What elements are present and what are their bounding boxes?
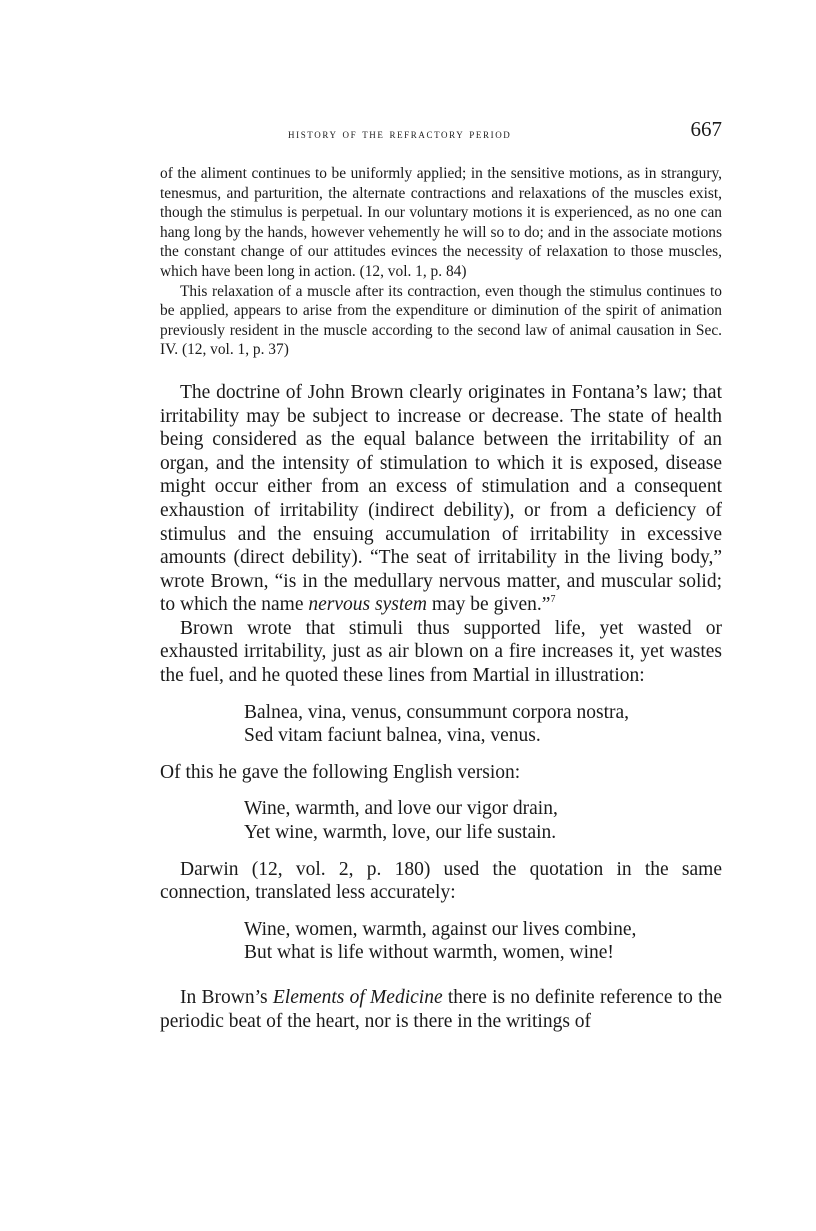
body-text-run: In Brown’s — [180, 987, 273, 1008]
body-paragraph: Darwin (12, vol. 2, p. 180) used the quotation in the same connection, translated less accurately: — [160, 858, 722, 904]
verse-block — [244, 918, 722, 965]
verse-block — [244, 797, 722, 844]
verse-block — [244, 701, 722, 748]
verse-line: Wine, warmth, and love our vigor drain, — [244, 798, 558, 820]
quote-paragraph: This relaxation of a muscle after its contraction, even though the stimulus continues to be applied, appears to arise from the expenditure or diminution of the spirit of animation previously resident in the muscle according to the second law of animal causation in Sec. IV. (12, vol. 1, p. 37) — [160, 282, 722, 359]
page — [160, 117, 722, 1033]
body-paragraph — [160, 381, 722, 617]
body-text — [160, 381, 722, 1033]
running-head — [160, 117, 722, 150]
verse-line: But what is life without warmth, women, wine! — [244, 942, 614, 964]
footnote-reference: 7 — [550, 594, 556, 606]
verse-line: Sed vitam faciunt balnea, vina, venus. — [244, 725, 541, 747]
body-text-run: there is no definite reference to the periodic beat of the heart, nor is there in the writings of — [160, 987, 722, 1032]
quote-paragraph: of the aliment continues to be uniformly applied; in the sensitive motions, as in strangury, tenesmus, and parturition, the alternate contractions and relaxations of the muscles exist, though the stimulus is perpetual. In our voluntary motions it is experienced, as no one can hang long by the hands, however vehemently he will so to do; and in the associate motions the constant change of our attitudes evinces the necessity of relaxation to those muscles, which have been long in action. (12, vol. 1, p. 84) — [160, 165, 722, 280]
verse-line: Yet wine, warmth, love, our life sustain. — [244, 822, 557, 844]
body-paragraph — [160, 986, 722, 1033]
emphasis-text: nervous system — [308, 594, 427, 616]
running-title: history of the refractory period — [288, 126, 512, 141]
verse-line: Balnea, vina, venus, consummunt corpora nostra, — [244, 701, 630, 723]
body-text-run: The doctrine of John Brown clearly originates in Fontana’s law; that irritability may be subject to increase or decrease. The state of health being considered as the equal balance between the irritability of an organ, and the intensity of stimulation to which it is exposed, disease might occur either from an excess of stimulation and a consequent exhaustion of irritability (indirect debility), or from a deficiency of stimulus and the ensuing accumulation of irritability in excessive amounts (direct debility). “The seat of irritability in the living body,” wrote Brown, “is in the medullary nervous matter, and muscular solid; to which the name — [160, 381, 722, 616]
verse-line: Wine, women, warmth, against our lives combine, — [244, 918, 637, 940]
page-number: 667 — [690, 117, 722, 141]
block-quote — [160, 164, 722, 360]
body-paragraph: Brown wrote that stimuli thus supported life, yet wasted or exhausted irritability, just as air blown on a fire increases it, yet wastes the fuel, and he quoted these lines from Martial in illustration: — [160, 617, 722, 687]
body-text-run: may be given.” — [426, 594, 551, 616]
book-title: Elements of Medicine — [272, 987, 443, 1008]
body-paragraph: Of this he gave the following English version: — [160, 761, 521, 783]
